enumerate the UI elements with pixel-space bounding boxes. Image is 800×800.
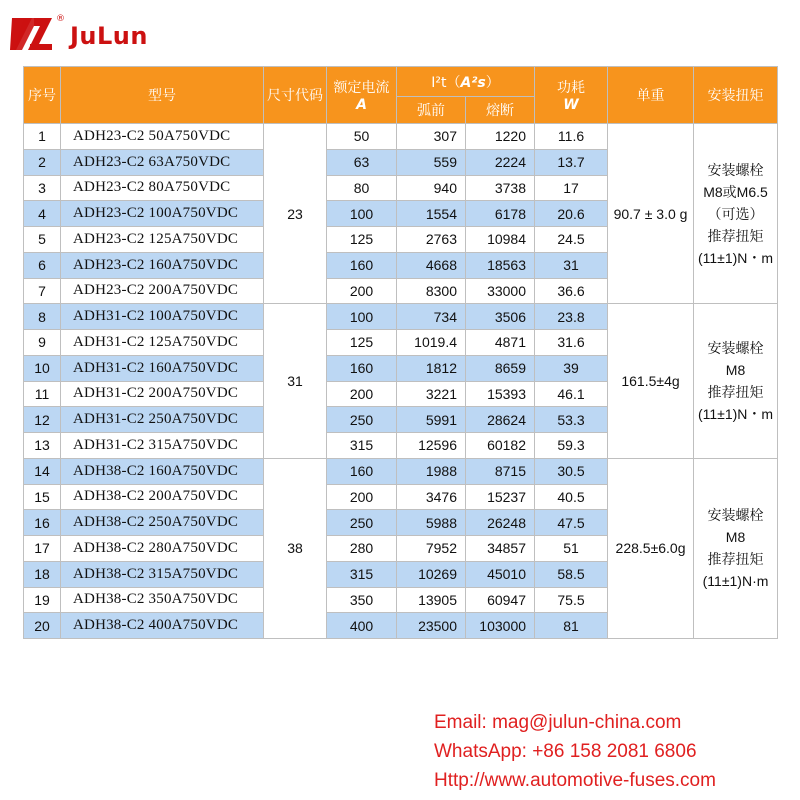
cell-i2t-arc: 559: [397, 149, 466, 175]
header-melt: 熔断: [466, 97, 535, 124]
cell-power: 46.1: [535, 381, 608, 407]
cell-seq: 8: [24, 304, 61, 330]
torque-line: M8: [725, 529, 746, 546]
cell-power: 81: [535, 613, 608, 639]
cell-power: 58.5: [535, 561, 608, 587]
header-rated-current-unit: A: [356, 97, 367, 113]
cell-rated-current: 50: [327, 124, 397, 150]
cell-i2t-arc: 3221: [397, 381, 466, 407]
cell-i2t-arc: 1554: [397, 201, 466, 227]
cell-model: ADH23-C2 100A750VDC: [61, 201, 264, 227]
cell-seq: 17: [24, 536, 61, 562]
cell-model: ADH31-C2 315A750VDC: [61, 433, 264, 459]
cell-power: 36.6: [535, 278, 608, 304]
cell-rated-current: 250: [327, 407, 397, 433]
cell-model: ADH23-C2 125A750VDC: [61, 227, 264, 253]
cell-model: ADH23-C2 200A750VDC: [61, 278, 264, 304]
cell-i2t-melt: 4871: [466, 330, 535, 356]
cell-i2t-melt: 3738: [466, 175, 535, 201]
cell-seq: 4: [24, 201, 61, 227]
cell-rated-current: 250: [327, 510, 397, 536]
contact-whatsapp[interactable]: WhatsApp: +86 158 2081 6806: [434, 741, 697, 762]
cell-power: 40.5: [535, 484, 608, 510]
cell-i2t-arc: 5991: [397, 407, 466, 433]
header-size-code: 尺寸代码: [264, 67, 327, 124]
header-power-unit: W: [563, 97, 579, 113]
cell-i2t-arc: 12596: [397, 433, 466, 459]
cell-seq: 13: [24, 433, 61, 459]
cell-i2t-arc: 307: [397, 124, 466, 150]
cell-seq: 20: [24, 613, 61, 639]
cell-i2t-melt: 2224: [466, 149, 535, 175]
cell-i2t-arc: 2763: [397, 227, 466, 253]
cell-size-code: 23: [264, 124, 327, 304]
header-i2t-label: I²t（: [431, 74, 461, 91]
cell-seq: 1: [24, 124, 61, 150]
torque-line: M8或M6.5: [703, 183, 768, 200]
torque-line: (11±1)N・m: [697, 249, 774, 266]
cell-rated-current: 315: [327, 561, 397, 587]
registered-mark: ®: [56, 14, 65, 24]
cell-seq: 6: [24, 252, 61, 278]
cell-seq: 9: [24, 330, 61, 356]
header-torque: 安装扭矩: [694, 67, 778, 124]
cell-seq: 15: [24, 484, 61, 510]
cell-i2t-arc: 13905: [397, 587, 466, 613]
header-rated-current: [327, 67, 397, 124]
contact-info: [434, 708, 794, 795]
cell-i2t-melt: 45010: [466, 561, 535, 587]
cell-model: ADH23-C2 63A750VDC: [61, 149, 264, 175]
torque-line: (11±1)N·m: [702, 573, 769, 590]
cell-power: 47.5: [535, 510, 608, 536]
cell-power: 13.7: [535, 149, 608, 175]
contact-email[interactable]: Email: mag@julun-china.com: [434, 712, 682, 733]
cell-i2t-melt: 103000: [466, 613, 535, 639]
torque-line: 推荐扭矩: [707, 551, 764, 568]
cell-seq: 16: [24, 510, 61, 536]
cell-rated-current: 125: [327, 330, 397, 356]
cell-model: ADH31-C2 200A750VDC: [61, 381, 264, 407]
torque-line: 推荐扭矩: [707, 384, 764, 400]
julun-zigzag-logo-icon: [10, 14, 54, 56]
table-row: [24, 458, 778, 484]
cell-model: ADH23-C2 80A750VDC: [61, 175, 264, 201]
cell-i2t-arc: 3476: [397, 484, 466, 510]
cell-i2t-melt: 26248: [466, 510, 535, 536]
cell-i2t-arc: 7952: [397, 536, 466, 562]
cell-i2t-melt: 60947: [466, 587, 535, 613]
cell-torque: [694, 458, 778, 638]
cell-seq: 10: [24, 355, 61, 381]
cell-rated-current: 160: [327, 355, 397, 381]
cell-i2t-melt: 8715: [466, 458, 535, 484]
cell-i2t-melt: 15237: [466, 484, 535, 510]
cell-power: 24.5: [535, 227, 608, 253]
cell-power: 51: [535, 536, 608, 562]
cell-i2t-arc: 1988: [397, 458, 466, 484]
cell-power: 53.3: [535, 407, 608, 433]
cell-rated-current: 80: [327, 175, 397, 201]
header-seq: 序号: [24, 67, 61, 124]
brand-logo: [10, 14, 148, 56]
product-spec-table: [23, 66, 778, 639]
cell-i2t-melt: 34857: [466, 536, 535, 562]
cell-rated-current: 160: [327, 458, 397, 484]
cell-i2t-arc: 734: [397, 304, 466, 330]
table-row: [24, 124, 778, 150]
cell-torque: [694, 124, 778, 304]
cell-power: 59.3: [535, 433, 608, 459]
header-weight: 单重: [608, 67, 694, 124]
cell-model: ADH38-C2 280A750VDC: [61, 536, 264, 562]
cell-power: 39: [535, 355, 608, 381]
cell-weight: 161.5±4g: [608, 304, 694, 459]
cell-i2t-arc: 8300: [397, 278, 466, 304]
torque-line: 安装螺栓: [707, 161, 764, 178]
cell-rated-current: 200: [327, 484, 397, 510]
header-power-label: 功耗: [557, 80, 586, 96]
cell-i2t-arc: 1812: [397, 355, 466, 381]
brand-name: JuLun: [70, 22, 148, 50]
cell-i2t-melt: 8659: [466, 355, 535, 381]
torque-line: M8: [725, 362, 746, 378]
cell-power: 20.6: [535, 201, 608, 227]
cell-i2t-melt: 18563: [466, 252, 535, 278]
cell-power: 23.8: [535, 304, 608, 330]
header-i2t: [397, 67, 535, 97]
cell-model: ADH31-C2 100A750VDC: [61, 304, 264, 330]
cell-i2t-arc: 5988: [397, 510, 466, 536]
cell-i2t-melt: 3506: [466, 304, 535, 330]
cell-rated-current: 400: [327, 613, 397, 639]
cell-power: 11.6: [535, 124, 608, 150]
cell-i2t-melt: 6178: [466, 201, 535, 227]
cell-model: ADH38-C2 200A750VDC: [61, 484, 264, 510]
cell-rated-current: 200: [327, 381, 397, 407]
cell-model: ADH38-C2 250A750VDC: [61, 510, 264, 536]
cell-size-code: 31: [264, 304, 327, 459]
cell-power: 31: [535, 252, 608, 278]
torque-line: (11±1)N・m: [697, 406, 774, 422]
torque-line: 推荐扭矩: [707, 227, 764, 244]
cell-model: ADH31-C2 160A750VDC: [61, 355, 264, 381]
header-arc: 弧前: [397, 97, 466, 124]
cell-rated-current: 280: [327, 536, 397, 562]
contact-website[interactable]: Http://www.automotive-fuses.com: [434, 770, 716, 791]
cell-seq: 3: [24, 175, 61, 201]
torque-line: （可选）: [707, 205, 764, 222]
cell-power: 75.5: [535, 587, 608, 613]
cell-seq: 11: [24, 381, 61, 407]
cell-rated-current: 160: [327, 252, 397, 278]
cell-rated-current: 100: [327, 201, 397, 227]
table-row: [24, 304, 778, 330]
header-model: 型号: [61, 67, 264, 124]
header-rated-current-label: 额定电流: [333, 80, 390, 96]
cell-seq: 14: [24, 458, 61, 484]
cell-seq: 19: [24, 587, 61, 613]
cell-rated-current: 200: [327, 278, 397, 304]
cell-i2t-melt: 15393: [466, 381, 535, 407]
cell-weight: 228.5±6.0g: [608, 458, 694, 638]
header-i2t-unit: A²s: [460, 74, 486, 91]
cell-torque: [694, 304, 778, 459]
cell-seq: 5: [24, 227, 61, 253]
cell-i2t-melt: 33000: [466, 278, 535, 304]
cell-rated-current: 100: [327, 304, 397, 330]
cell-model: ADH38-C2 400A750VDC: [61, 613, 264, 639]
cell-rated-current: 125: [327, 227, 397, 253]
header-power: [535, 67, 608, 124]
cell-model: ADH23-C2 160A750VDC: [61, 252, 264, 278]
cell-model: ADH38-C2 315A750VDC: [61, 561, 264, 587]
cell-model: ADH31-C2 125A750VDC: [61, 330, 264, 356]
cell-i2t-melt: 10984: [466, 227, 535, 253]
cell-i2t-melt: 60182: [466, 433, 535, 459]
cell-power: 31.6: [535, 330, 608, 356]
cell-seq: 18: [24, 561, 61, 587]
cell-size-code: 38: [264, 458, 327, 638]
cell-weight: 90.7 ± 3.0 g: [608, 124, 694, 304]
cell-seq: 2: [24, 149, 61, 175]
header-i2t-close: ）: [485, 74, 500, 91]
cell-i2t-arc: 10269: [397, 561, 466, 587]
torque-line: 安装螺栓: [707, 507, 764, 524]
cell-power: 30.5: [535, 458, 608, 484]
cell-power: 17: [535, 175, 608, 201]
cell-model: ADH38-C2 160A750VDC: [61, 458, 264, 484]
cell-seq: 7: [24, 278, 61, 304]
table-body: [24, 124, 778, 639]
torque-line: 安装螺栓: [707, 340, 764, 356]
cell-rated-current: 63: [327, 149, 397, 175]
cell-model: ADH38-C2 350A750VDC: [61, 587, 264, 613]
cell-i2t-melt: 28624: [466, 407, 535, 433]
cell-i2t-arc: 4668: [397, 252, 466, 278]
cell-rated-current: 350: [327, 587, 397, 613]
cell-rated-current: 315: [327, 433, 397, 459]
cell-i2t-arc: 23500: [397, 613, 466, 639]
cell-model: ADH23-C2 50A750VDC: [61, 124, 264, 150]
cell-seq: 12: [24, 407, 61, 433]
cell-model: ADH31-C2 250A750VDC: [61, 407, 264, 433]
cell-i2t-arc: 940: [397, 175, 466, 201]
cell-i2t-arc: 1019.4: [397, 330, 466, 356]
cell-i2t-melt: 1220: [466, 124, 535, 150]
